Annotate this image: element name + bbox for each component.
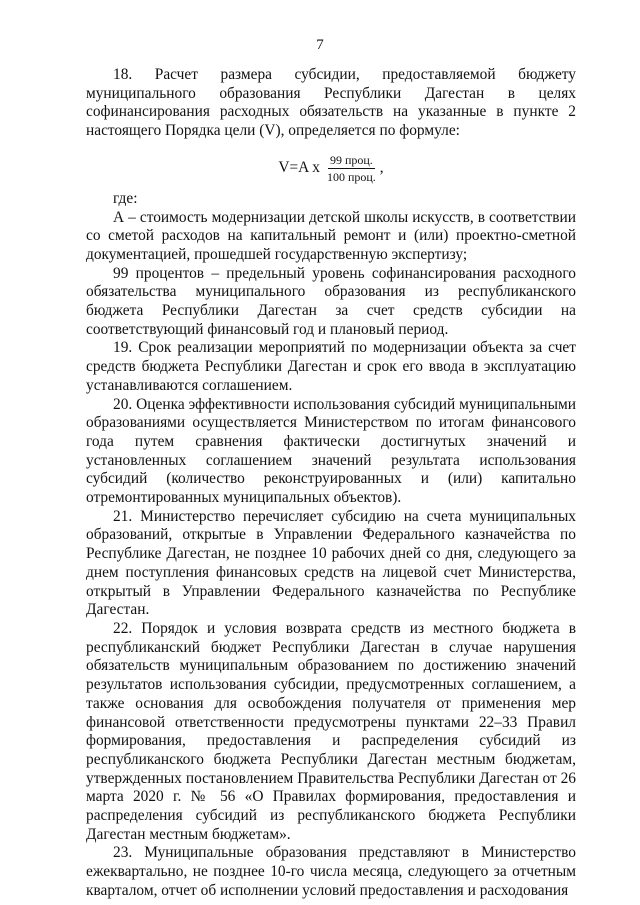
formula-fraction — [325, 153, 378, 184]
definition-a: А – стоимость модернизации детской школы искусств, в соответствии со сметой расходов на капитальный ремонт и (или) проектно-сметной документацией, прошедшей государственную экспертизу; — [86, 208, 576, 263]
formula-numerator: 99 проц. — [329, 152, 373, 167]
paragraph-18: 18. Расчет размера субсидии, предоставляемой бюджету муниципального образования Республики Дагестан в целях софинансирования расходных обязательств на указанные в пункте 2 настоящего Порядка цели (V), определяется по формуле: — [86, 66, 576, 140]
paragraph-23: 23. Муниципальные образования представляют в Министерство ежеквартально, не позднее 10-го числа месяца, следующего за отчетным кварталом, отчет об исполнении условий предоставления и расходования — [86, 844, 576, 899]
formula-denominator: 100 проц. — [326, 169, 376, 184]
paragraph-20: 20. Оценка эффективности использования субсидий муниципальными образованиями осуществляется Министерством по итогам финансового года путем сравнения фактически достигнутых значений и установленных соглашением значений результата использования субсидий (количество реконструированных и (или) капитально отремонтированных муниципальных объектов). — [86, 395, 576, 507]
formula — [86, 153, 576, 184]
paragraph-21: 21. Министерство перечисляет субсидию на счета муниципальных образований, открытые в Управлении Федерального казначейства по Республике Дагестан, не позднее 10 рабочих дней со дня, следующего за днем поступления финансовых средств на лицевой счет Министерства, открытый в Управлении Федерального казначейства по Республике Дагестан. — [86, 507, 576, 619]
document-body — [86, 66, 576, 901]
formula-lhs: V=A x — [278, 158, 320, 176]
paragraph-19: 19. Срок реализации мероприятий по модернизации объекта за счет средств бюджета Республики Дагестан и срок его ввода в эксплуатацию устанавливаются соглашением. — [86, 339, 576, 394]
page-number: 7 — [316, 37, 324, 53]
where-label: где: — [113, 189, 138, 207]
definition-99: 99 процентов – предельный уровень софинансирования расходного обязательства муниципального образования из республиканского бюджета Республики Дагестан за счет средств субсидии на соответствующий финансовый год и плановый период. — [86, 264, 576, 338]
formula-comma: , — [379, 158, 384, 176]
paragraph-22: 22. Порядок и условия возврата средств из местного бюджета в республиканский бюджет Республики Дагестан в случае нарушения обязательств муниципальным образованием по достижению значений результатов использования субсидии, предусмотренных соглашением, а также основания для освобождения получателя от применения мер финансовой ответственности предусмотрены пунктами 22–33 Правил формирования, предоставления и распределения субсидий из республиканского бюджета Республики Дагестан местным бюджетам, утвержденных постановлением Правительства Республики Дагестан от 26 марта 2020 г. № 56 «О Правилах формирования, предоставления и распределения субсидий из республиканского бюджета Республики Дагестан местным бюджетам». — [86, 619, 576, 843]
